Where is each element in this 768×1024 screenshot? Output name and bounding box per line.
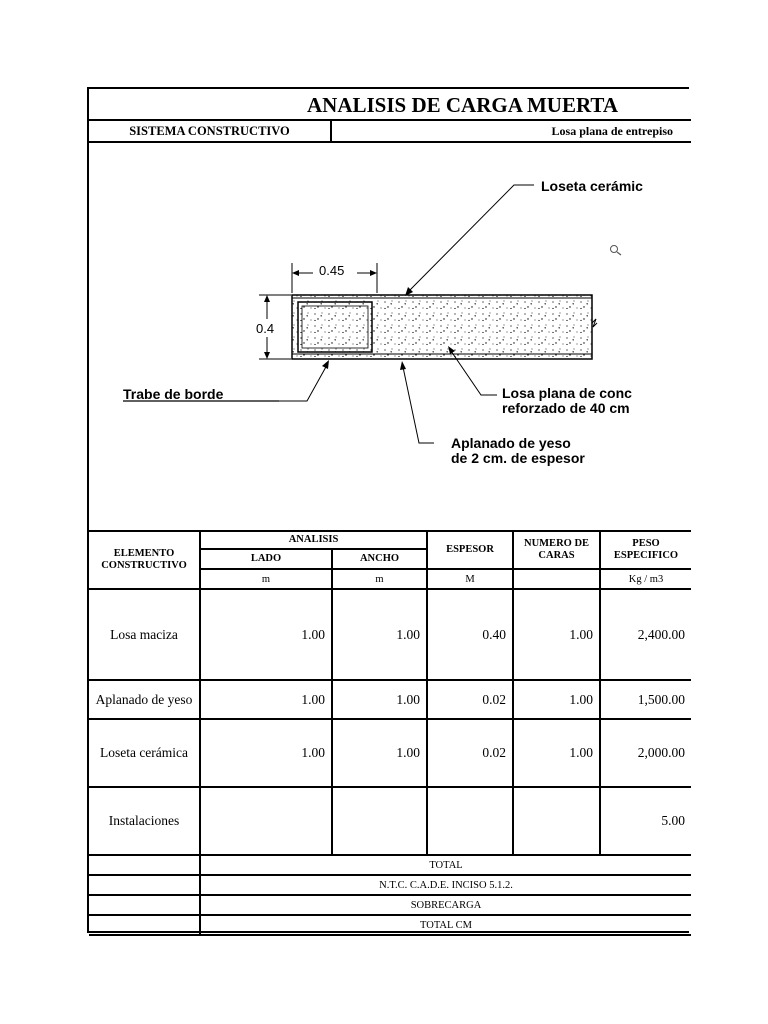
loseta-label: Loseta cerámic xyxy=(541,178,643,194)
header-lado: LADO xyxy=(200,549,332,569)
slab-section-drawing xyxy=(89,143,691,531)
unit-espesor: M xyxy=(427,569,513,589)
header-ancho: ANCHO xyxy=(332,549,427,569)
header-numero-caras: NUMERO DE CARAS xyxy=(513,531,600,569)
sheet-title-row xyxy=(89,89,691,121)
section-drawing-svg xyxy=(89,143,691,531)
load-analysis-sheet xyxy=(87,87,689,933)
concrete-slab xyxy=(292,295,592,359)
unit-ancho: m xyxy=(332,569,427,589)
header-analisis: ANALISIS xyxy=(200,531,427,549)
row-peso: 2,400.00 xyxy=(600,589,691,680)
system-label: SISTEMA CONSTRUCTIVO xyxy=(89,121,332,141)
row-peso: 5.00 xyxy=(600,787,691,855)
footer-ntc: N.T.C. C.A.D.E. INCISO 5.1.2. xyxy=(200,875,691,895)
row-peso: 2,000.00 xyxy=(600,719,691,787)
row-caras: 1.00 xyxy=(513,680,600,719)
row-name: Losa maciza xyxy=(89,589,200,680)
footer-row-ntc xyxy=(89,875,691,895)
row-caras: 1.00 xyxy=(513,719,600,787)
header-espesor: ESPESOR xyxy=(427,531,513,569)
losa-label-line1: Losa plana de conc xyxy=(502,385,632,401)
unit-lado: m xyxy=(200,569,332,589)
footer-sobrecarga: SOBRECARGA xyxy=(200,895,691,915)
footer-total-cm: TOTAL CM xyxy=(200,915,691,935)
row-peso: 1,500.00 xyxy=(600,680,691,719)
unit-peso: Kg / m3 xyxy=(600,569,691,589)
row-ancho: 1.00 xyxy=(332,589,427,680)
losa-label-line2: reforzado de 40 cm xyxy=(502,400,630,416)
row-ancho: 1.00 xyxy=(332,680,427,719)
header-peso: PESO ESPECIFICO xyxy=(600,531,691,569)
header-elemento: ELEMENTO CONSTRUCTIVO xyxy=(89,531,200,589)
row-espesor: 0.40 xyxy=(427,589,513,680)
row-lado xyxy=(200,787,332,855)
aplanado-label-line1: Aplanado de yeso xyxy=(451,435,571,451)
row-name: Instalaciones xyxy=(89,787,200,855)
row-lado: 1.00 xyxy=(200,680,332,719)
load-table xyxy=(89,530,691,936)
row-name: Loseta cerámica xyxy=(89,719,200,787)
system-value: Losa plana de entrepiso xyxy=(551,124,673,138)
row-espesor xyxy=(427,787,513,855)
footer-row-total xyxy=(89,855,691,875)
footer-row-total-cm xyxy=(89,915,691,935)
footer-total: TOTAL xyxy=(200,855,691,875)
dim-height-label: 0.4 xyxy=(256,321,275,336)
row-caras: 1.00 xyxy=(513,589,600,680)
row-espesor: 0.02 xyxy=(427,719,513,787)
footer-row-sobrecarga xyxy=(89,895,691,915)
sheet-title: ANALISIS DE CARGA MUERTA xyxy=(307,93,619,117)
table-row xyxy=(89,719,691,787)
row-lado: 1.00 xyxy=(200,719,332,787)
row-lado: 1.00 xyxy=(200,589,332,680)
row-name: Aplanado de yeso xyxy=(89,680,200,719)
row-ancho: 1.00 xyxy=(332,719,427,787)
table-row xyxy=(89,589,691,680)
row-ancho xyxy=(332,787,427,855)
table-row xyxy=(89,787,691,855)
table-row xyxy=(89,680,691,719)
aplanado-label-line2: de 2 cm. de espesor xyxy=(451,450,585,466)
trabe-label: Trabe de borde xyxy=(123,386,224,402)
dim-width-label: 0.45 xyxy=(319,263,345,278)
magnifier-icon xyxy=(611,246,622,256)
system-row xyxy=(89,121,691,143)
row-caras xyxy=(513,787,600,855)
row-espesor: 0.02 xyxy=(427,680,513,719)
